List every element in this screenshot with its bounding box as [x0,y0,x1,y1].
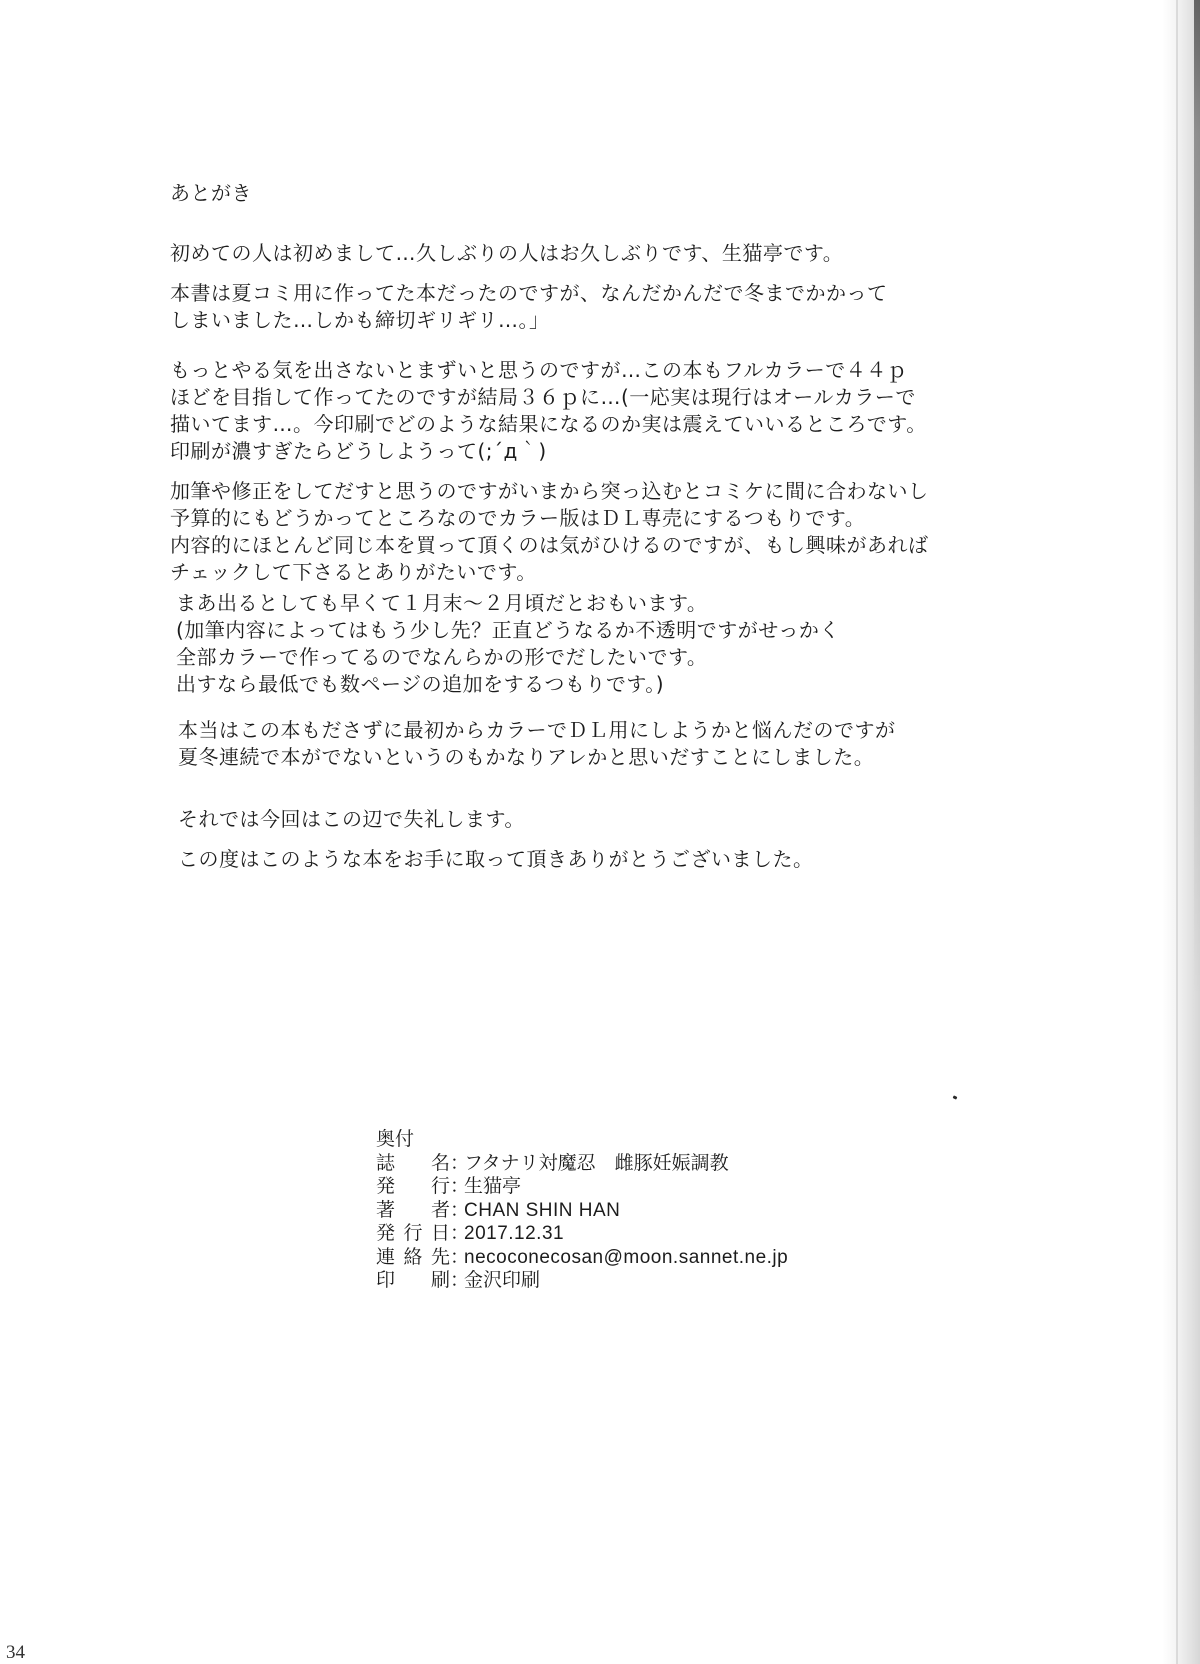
afterword-paragraph-6 [178,717,896,771]
afterword-heading [170,180,252,207]
paragraph-line: 本当はこの本もださずに最初からカラーでＤＬ用にしようかと悩んだのですが [178,718,896,742]
colophon-separator: ： [450,1198,470,1221]
colophon-separator: ： [450,1175,470,1197]
paragraph-line: 描いてます…。今印刷でどのような結果になるのか実は震えていいるところです。 [170,412,927,436]
colophon-heading: 奥付 [376,1128,415,1150]
colophon-row-printer [376,1269,788,1293]
page-edge-dark [1194,0,1200,1664]
colophon-separator: ： [450,1245,470,1268]
paragraph-line: 印刷が濃すぎたらどうしようって(;´д｀) [170,439,547,463]
colophon-row-contact [376,1246,788,1270]
colophon-label: 発 行 [376,1175,450,1197]
paragraph-line: しまいました…しかも締切ギリギリ…。」 [170,308,550,332]
paragraph-line: 初めての人は初めまして…久しぶりの人はお久しぶりです、生猫亭です。 [170,241,844,265]
colophon-label: 連絡先 [376,1245,450,1268]
paragraph-line: 本書は夏コミ用に作ってた本だったのですが、なんだかんだで冬までかかって [170,281,888,305]
paragraph-line: ほどを目指して作ってたのですが結局３６ｐに…(一応実は現行はオールカラーで [170,385,916,409]
colophon [376,1128,788,1293]
paragraph-line: (加筆内容によってはもう少し先？正直どうなるか不透明ですがせっかく [176,618,840,642]
colophon-row-date [376,1222,788,1246]
afterword-paragraph-2 [170,280,888,334]
afterword-paragraph-3 [170,357,927,465]
paragraph-line: もっとやる気を出さないとまずいと思うのですが…この本もフルカラーで４４ｐ [170,358,908,382]
colophon-row-publisher [376,1175,788,1199]
afterword-paragraph-8 [178,846,814,873]
colophon-row-title [376,1152,788,1176]
page-number: 34 [6,1642,25,1663]
colophon-value: 生猫亭 [464,1175,522,1197]
colophon-value: フタナリ対魔忍 雌豚妊娠調教 [464,1151,729,1174]
paragraph-line: この度はこのような本をお手に取って頂きありがとうございました。 [178,847,814,871]
colophon-value: necoconecosan@moon.sannet.ne.jp [464,1246,789,1268]
colophon-separator: ： [450,1269,470,1291]
paragraph-line: それでは今回はこの辺で失礼します。 [178,807,525,831]
paragraph-line: まあ出るとしても早くて１月末～２月頃だとおもいます。 [176,591,708,615]
colophon-label: 著 者 [376,1198,450,1221]
page-edge-line [1176,0,1178,1664]
afterword-paragraph-7 [178,806,525,833]
colophon-separator: ： [450,1151,470,1174]
afterword-paragraph-5 [176,590,840,698]
paragraph-line: チェックして下さるとありがたいです。 [170,560,537,584]
colophon-label: 誌 名 [376,1151,450,1174]
colophon-value: CHAN SHIN HAN [464,1199,621,1221]
colophon-label: 発行日 [376,1222,450,1244]
afterword-paragraph-1 [170,240,843,267]
paragraph-line: 予算的にもどうかってところなのでカラー版はＤＬ専売にするつもりです。 [170,506,866,530]
paragraph-line: 全部カラーで作ってるのでなんらかの形でだしたいです。 [176,645,708,669]
colophon-row-author [376,1199,788,1223]
paragraph-line: 加筆や修正をしてだすと思うのですがいまから突っ込むとコミケに間に合わないし [170,479,929,503]
colophon-value: 金沢印刷 [464,1269,541,1291]
paragraph-line: 夏冬連続で本がでないというのもかなりアレかと思いだすことにしました。 [178,745,875,769]
colophon-label: 印 刷 [376,1269,450,1291]
colophon-value: 2017.12.31 [464,1223,565,1244]
paragraph-line: 出すなら最低でも数ページの追加をするつもりです。) [176,672,665,696]
afterword-paragraph-4 [170,478,929,586]
colophon-separator: ： [450,1222,470,1244]
afterword-heading-text: あとがき [170,181,252,205]
ink-speck [953,1095,958,1099]
paragraph-line: 内容的にほとんど同じ本を買って頂くのは気がひけるのですが、もし興味があれば [170,533,929,557]
